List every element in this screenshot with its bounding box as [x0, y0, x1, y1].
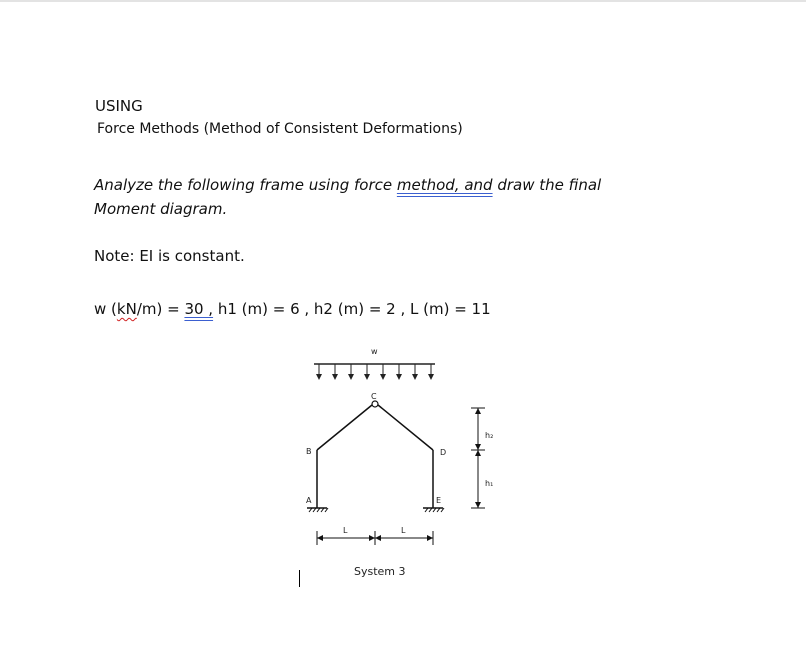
load-arrows: [316, 364, 434, 380]
frame-members: [317, 405, 433, 508]
rafter-cd: [378, 405, 433, 450]
label-a: A: [306, 496, 312, 505]
hinge-c: [372, 401, 378, 407]
span-label-right: L: [401, 526, 406, 535]
param-w-prefix: w (: [94, 300, 117, 318]
text-cursor: [299, 570, 300, 587]
instruction-text-end: draw the final: [492, 176, 602, 194]
support-e: [423, 508, 444, 512]
rafter-bc: [317, 405, 372, 450]
param-w-suffix: /m) =: [136, 300, 185, 318]
param-rest: h1 (m) = 6 , h2 (m) = 2 , L (m) = 11: [213, 300, 491, 318]
distributed-load: [314, 364, 435, 380]
support-a: [307, 508, 328, 512]
note: Note: EI is constant.: [94, 247, 245, 265]
subheading: Force Methods (Method of Consistent Deformations): [97, 121, 463, 137]
h2-label: h₂: [485, 431, 494, 440]
label-d: D: [440, 448, 447, 457]
label-c: C: [371, 392, 377, 401]
instruction-line-2: Moment diagram.: [94, 200, 228, 218]
grammar-flag-value[interactable]: 30 ,: [184, 300, 214, 318]
grammar-flag-text[interactable]: method, and: [396, 176, 493, 194]
label-e: E: [436, 496, 442, 505]
load-label: w: [371, 347, 378, 356]
height-dimensions: [471, 408, 485, 508]
heading: USING: [95, 97, 143, 115]
figure-caption: System 3: [354, 565, 406, 578]
span-dimensions: [317, 531, 433, 545]
instruction-text: Analyze the following frame using force: [94, 176, 397, 194]
label-b: B: [306, 447, 312, 456]
spell-flag-unit[interactable]: kN: [116, 300, 137, 318]
span-label-left: L: [343, 526, 348, 535]
h1-label: h₁: [485, 479, 494, 488]
